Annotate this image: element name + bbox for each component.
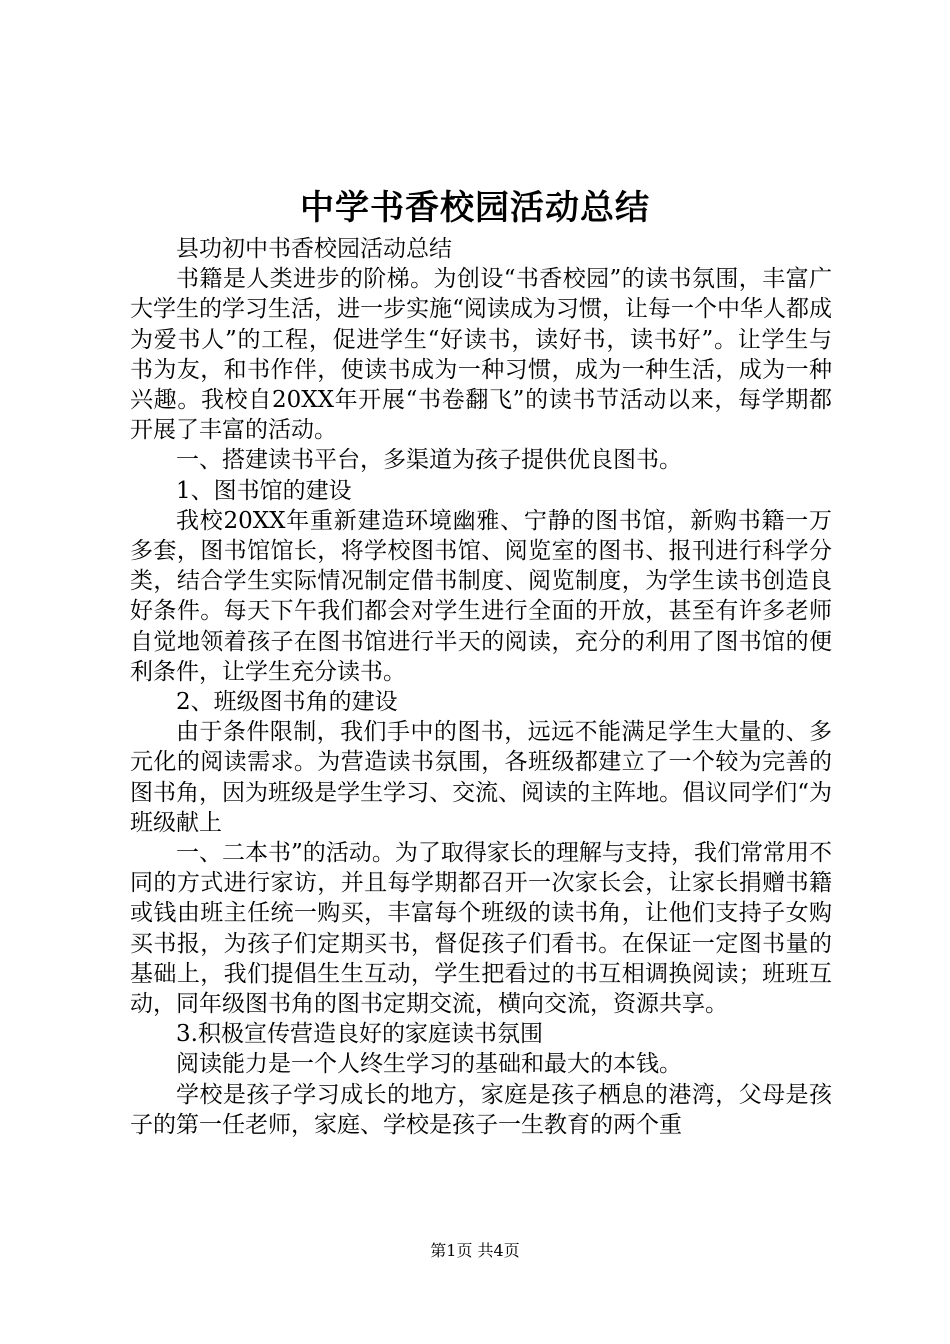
subsection-heading: 3.积极宣传营造良好的家庭读书氛围: [176, 1021, 543, 1048]
paragraph-subtitle: 县功初中书香校园活动总结: [176, 236, 452, 262]
subsection-heading: 1、图书馆的建设: [176, 477, 352, 504]
paragraph: 学校是孩子学习成长的地方，家庭是孩子栖息的港湾，父母是孩子的第一任老师，家庭、学校是孩子一生教育的两个重: [130, 1081, 832, 1138]
document-body: [130, 234, 832, 1140]
page-footer: 第1页 共4页: [430, 1241, 520, 1260]
section-heading: 一、搭建读书平台，多渠道为孩子提供优良图书。: [176, 447, 682, 474]
paragraph: 书籍是人类进步的阶梯。为创设“书香校园”的读书氛围，丰富广大学生的学习生活，进一步实施“阅读成为习惯，让每一个中华人都成为爱书人”的工程，促进学生“好读书，读好书，读书好”。让学生与书为友，和书作伴，使读书成为一种习惯，成为一种生活，成为一种兴趣。我校自20XX年开展“书卷翻飞”的读书节活动以来，每学期都开展了丰富的活动。: [130, 266, 832, 444]
paragraph: 阅读能力是一个人终生学习的基础和最大的本钱。: [176, 1051, 682, 1078]
paragraph: 我校20XX年重新建造环境幽雅、宁静的图书馆，新购书籍一万多套，图书馆馆长，将学校图书馆、阅览室的图书、报刊进行科学分类，结合学生实际情况制定借书制度、阅览制度，为学生读书创造良好条件。每天下午我们都会对学生进行全面的开放，甚至有许多老师自觉地领着孩子在图书馆进行半天的阅读，充分的利用了图书馆的便利条件，让学生充分读书。: [130, 507, 832, 685]
document-title: 中学书香校园活动总结: [300, 188, 650, 228]
paragraph: 一、二本书”的活动。为了取得家长的理解与支持，我们常常用不同的方式进行家访，并且每学期都召开一次家长会，让家长捐赠书籍或钱由班主任统一购买，丰富每个班级的读书角，让他们支持子女购买书报，为孩子们定期买书，督促孩子们看书。在保证一定图书量的基础上，我们提倡生生互动，学生把看过的书互相调换阅读；班班互动，同年级图书角的图书定期交流，横向交流，资源共享。: [130, 840, 832, 1018]
paragraph: 由于条件限制，我们手中的图书，远远不能满足学生大量的、多元化的阅读需求。为营造读书氛围，各班级都建立了一个较为完善的图书角，因为班级是学生学习、交流、阅读的主阵地。倡议同学们“为班级献上: [130, 719, 832, 836]
subsection-heading: 2、班级图书角的建设: [176, 689, 398, 716]
